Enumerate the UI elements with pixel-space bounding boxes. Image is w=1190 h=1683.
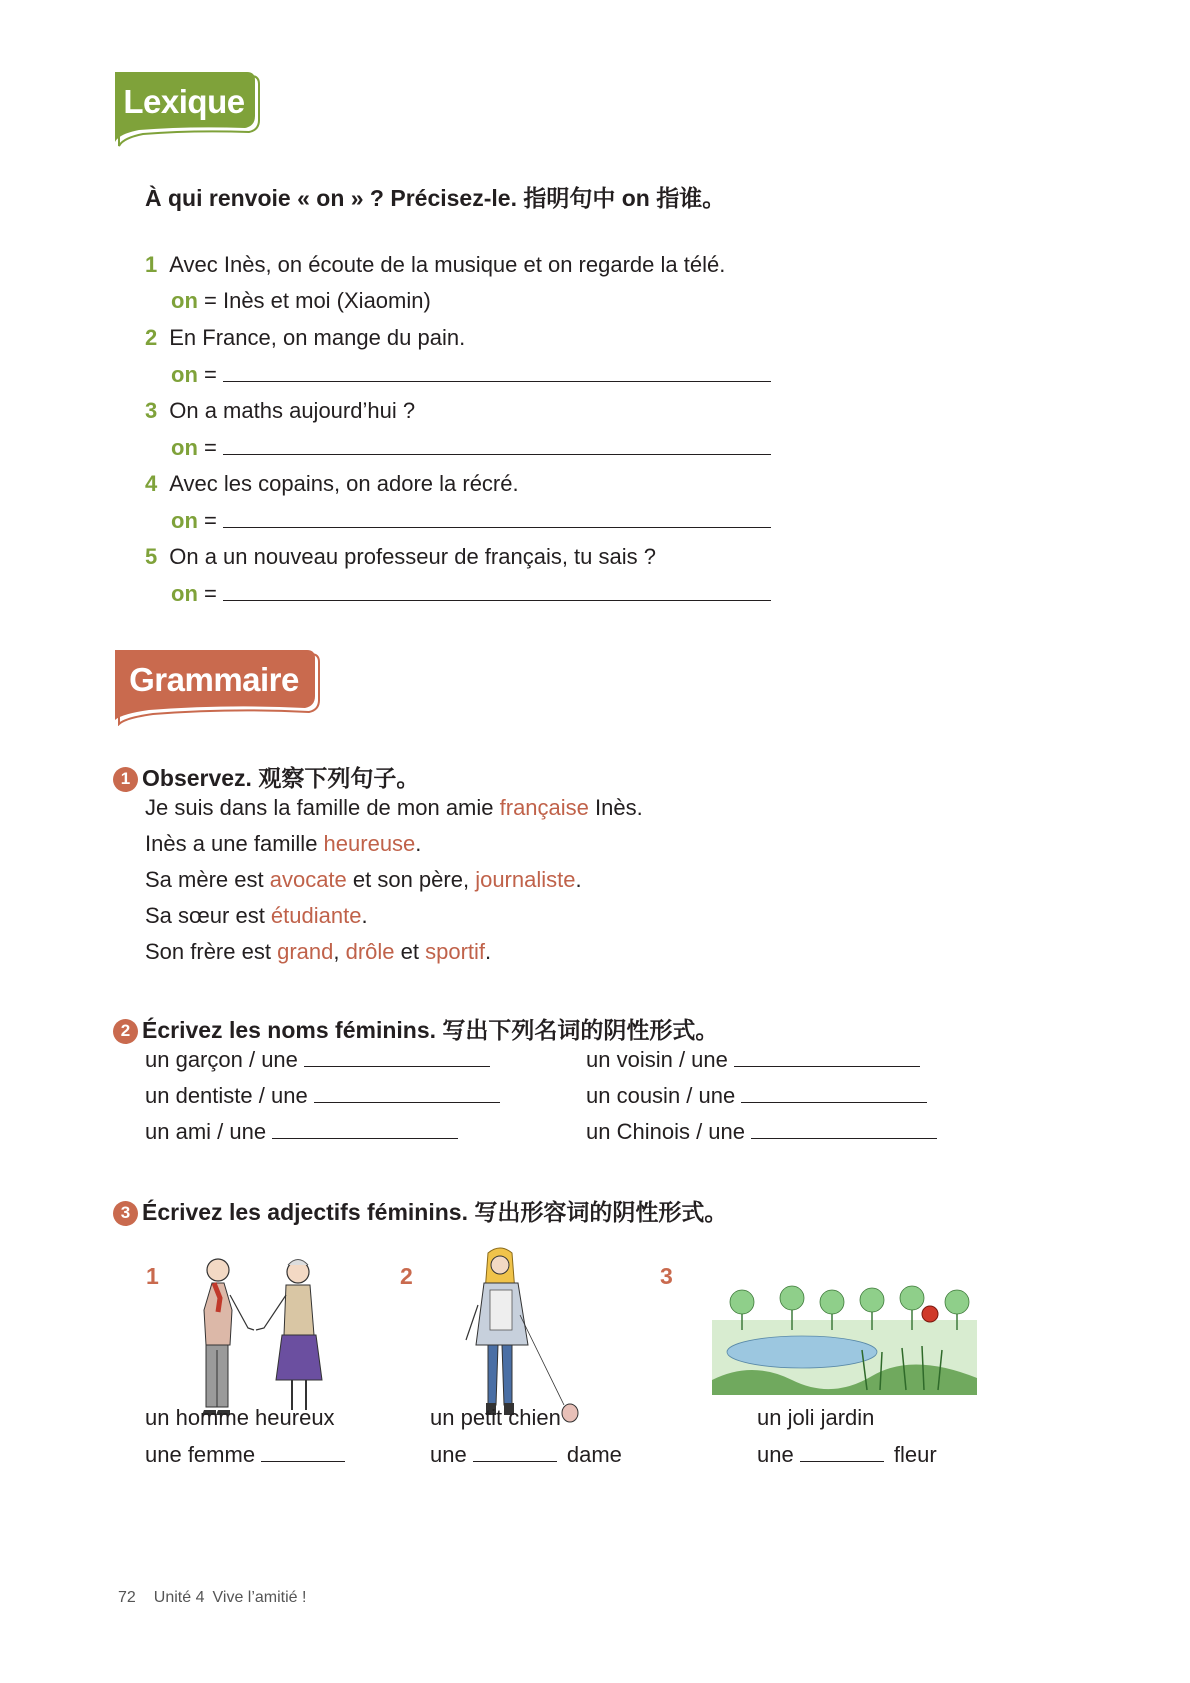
sentence-fragment: Je suis dans la famille de mon amie (145, 795, 500, 820)
highlighted-adjective: heureuse (323, 831, 416, 856)
given-answer: Inès et moi (Xiaomin) (222, 288, 431, 313)
observe-sentence (145, 903, 368, 929)
observe-sentence (145, 939, 491, 965)
ex1-number: 1 (113, 767, 138, 792)
ex2-heading (113, 1012, 718, 1045)
noun-item (145, 1082, 500, 1109)
unit-label: Unité 4 (153, 1589, 205, 1606)
picture-1-fem (145, 1441, 345, 1468)
answer-blank[interactable] (272, 1118, 458, 1139)
on-label: on (171, 581, 198, 606)
answer-blank[interactable] (314, 1082, 500, 1103)
item-number: 1 (145, 252, 158, 277)
picture-number-2: 2 (400, 1263, 413, 1289)
sentence-fragment: Inès a une famille (145, 831, 324, 856)
noun-item (145, 1118, 458, 1145)
ex3-number: 3 (113, 1201, 138, 1226)
picture-2-fem-before: une (430, 1442, 467, 1467)
lexique-item (145, 471, 519, 497)
lexique-answer-line (171, 361, 771, 388)
item-sentence: Avec les copains, on adore la récré. (169, 471, 519, 496)
picture-1-masc: un homme heureux (145, 1405, 335, 1430)
lexique-banner (113, 72, 265, 148)
highlighted-adjective: française (499, 795, 589, 820)
lexique-item (145, 544, 656, 570)
noun-prompt: un dentiste / une (145, 1083, 308, 1108)
picture-2-masc: un petit chien (430, 1405, 561, 1430)
lexique-instruction: À qui renvoie « on » ? Précisez-le. 指明句中 on 指谁。 (145, 185, 726, 211)
lexique-answer-line (171, 288, 431, 314)
on-label: on (171, 362, 198, 387)
noun-prompt: un voisin / une (586, 1047, 728, 1072)
on-label: on (171, 288, 198, 313)
ex1-instruction: Observez. 观察下列句子。 (142, 765, 420, 791)
item-sentence: Avec Inès, on écoute de la musique et on regarde la télé. (169, 252, 726, 277)
noun-prompt: un garçon / une (145, 1047, 298, 1072)
sentence-fragment: Sa sœur est (145, 903, 271, 928)
picture-3-fem (757, 1441, 937, 1468)
picture-1-fem-before: une femme (145, 1442, 256, 1467)
ex2-instruction: Écrivez les noms féminins. 写出下列名词的阴性形式。 (142, 1017, 719, 1043)
answer-blank[interactable] (734, 1046, 920, 1067)
item-number: 4 (145, 471, 158, 496)
picture-number-3: 3 (660, 1263, 673, 1289)
sentence-fragment: . (575, 867, 582, 892)
observe-sentence (145, 831, 421, 857)
sentence-fragment: Sa mère est (145, 867, 270, 892)
equals-sign: = (197, 581, 217, 606)
noun-item (586, 1082, 927, 1109)
highlighted-adjective: sportif (425, 939, 486, 964)
answer-blank[interactable] (223, 361, 771, 382)
observe-sentence (145, 795, 643, 821)
observe-sentence (145, 867, 582, 893)
noun-item (586, 1118, 937, 1145)
answer-blank[interactable] (741, 1082, 927, 1103)
on-label: on (171, 508, 198, 533)
answer-blank[interactable] (223, 580, 771, 601)
picture-3-fem-before: une (757, 1442, 794, 1467)
item-number: 2 (145, 325, 158, 350)
sentence-fragment: . (485, 939, 492, 964)
ex3-heading (113, 1194, 727, 1227)
answer-blank[interactable] (751, 1118, 937, 1139)
garden-illustration (712, 1280, 977, 1400)
lexique-answer-line (171, 434, 771, 461)
couple-illustration (190, 1250, 340, 1430)
equals-sign: = (197, 435, 217, 460)
on-label: on (171, 435, 198, 460)
sentence-fragment: , (333, 939, 346, 964)
lexique-item (145, 398, 415, 424)
picture-2-fem-after: dame (566, 1442, 622, 1467)
item-sentence: On a un nouveau professeur de français, tu sais ? (169, 544, 656, 569)
grammaire-banner (113, 650, 323, 726)
lexique-title: Lexique (123, 83, 245, 120)
noun-prompt: un ami / une (145, 1119, 267, 1144)
noun-prompt: un cousin / une (586, 1083, 736, 1108)
lexique-item (145, 325, 465, 351)
picture-2-fem (430, 1441, 622, 1468)
lexique-item (145, 252, 725, 278)
picture-number-1: 1 (146, 1263, 159, 1289)
answer-blank[interactable] (800, 1441, 884, 1462)
item-number: 5 (145, 544, 158, 569)
answer-blank[interactable] (304, 1046, 490, 1067)
equals-sign: = (197, 362, 217, 387)
answer-blank[interactable] (473, 1441, 557, 1462)
equals-sign: = (197, 288, 223, 313)
equals-sign: = (197, 508, 217, 533)
sentence-fragment: . (361, 903, 368, 928)
sentence-fragment: et son père, (346, 867, 476, 892)
sentence-fragment: Son frère est (145, 939, 278, 964)
item-sentence: On a maths aujourd’hui ? (169, 398, 416, 423)
sentence-fragment: Inès. (588, 795, 643, 820)
ex3-instruction: Écrivez les adjectifs féminins. 写出形容词的阴性形式。 (142, 1199, 728, 1225)
woman-with-dog-illustration (452, 1245, 602, 1430)
answer-blank[interactable] (223, 507, 771, 528)
picture-3-fem-after: fleur (893, 1442, 937, 1467)
grammaire-title: Grammaire (129, 661, 299, 698)
picture-3-masc: un joli jardin (757, 1405, 875, 1430)
highlighted-adjective: journaliste (475, 867, 576, 892)
unit-title: Vive l’amitié ! (212, 1589, 307, 1606)
page-footer (118, 1589, 306, 1607)
item-number: 3 (145, 398, 158, 423)
noun-item (586, 1046, 920, 1073)
noun-prompt: un Chinois / une (586, 1119, 745, 1144)
lexique-answer-line (171, 580, 771, 607)
answer-blank[interactable] (223, 434, 771, 455)
highlighted-adjective: grand (277, 939, 334, 964)
ex2-number: 2 (113, 1019, 138, 1044)
highlighted-adjective: étudiante (270, 903, 362, 928)
highlighted-adjective: avocate (269, 867, 347, 892)
sentence-fragment: et (394, 939, 426, 964)
noun-item (145, 1046, 490, 1073)
item-sentence: En France, on mange du pain. (169, 325, 466, 350)
lexique-answer-line (171, 507, 771, 534)
page-number: 72 (118, 1589, 136, 1606)
highlighted-adjective: drôle (345, 939, 395, 964)
answer-blank[interactable] (261, 1441, 345, 1462)
ex1-heading (113, 760, 419, 793)
sentence-fragment: . (415, 831, 422, 856)
